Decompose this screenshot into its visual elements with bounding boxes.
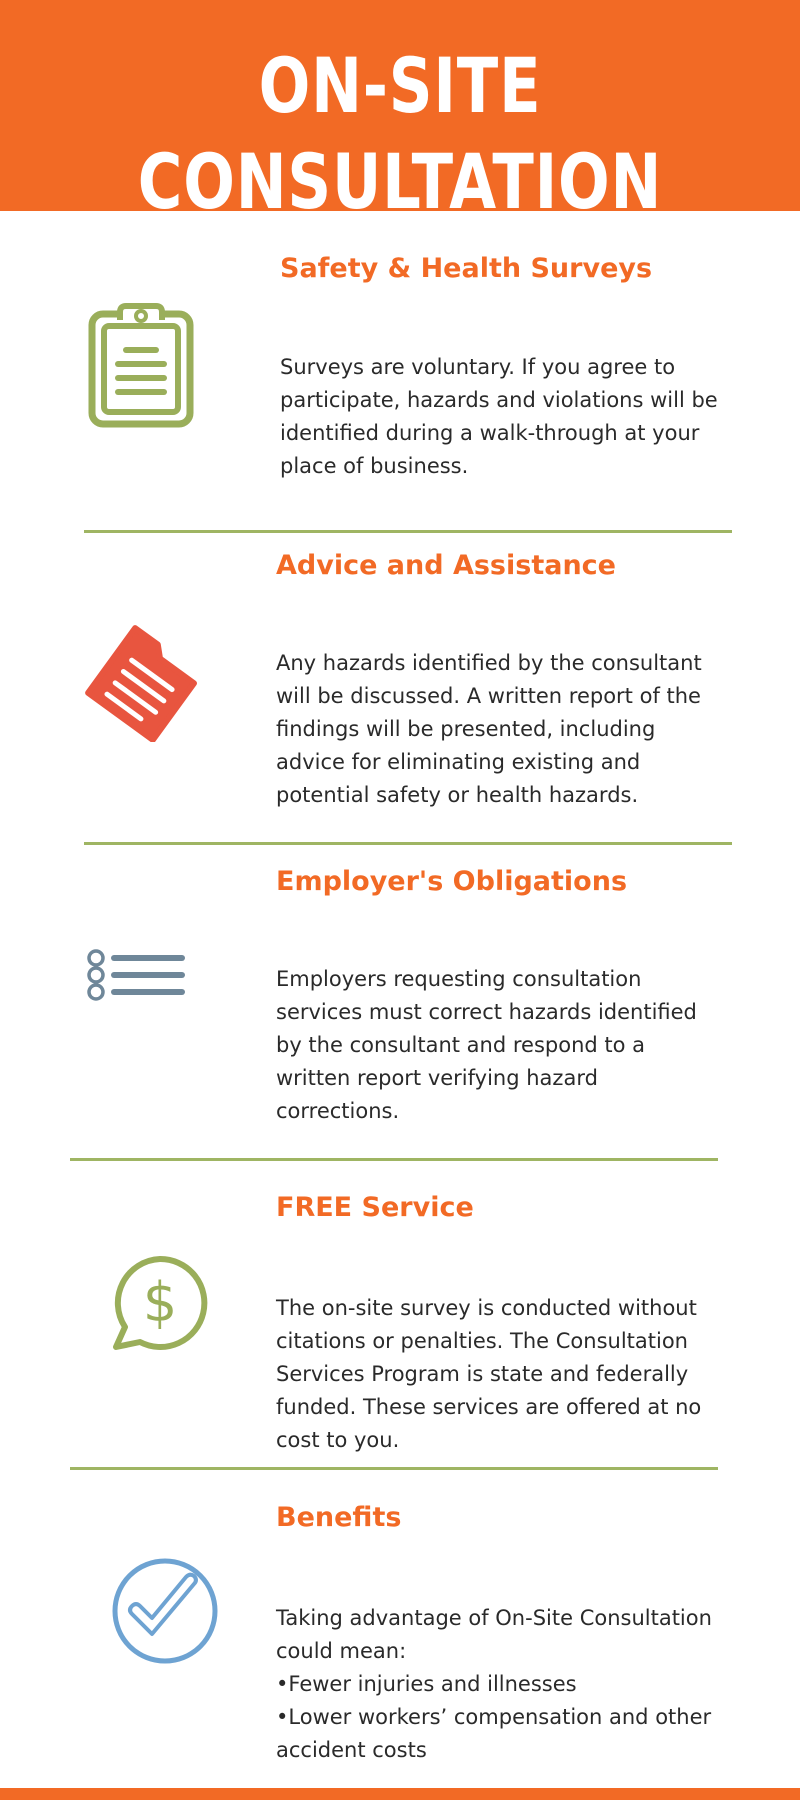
clipboard-icon [86, 300, 196, 430]
section-title-obligations: Employer's Obligations [276, 866, 628, 897]
section-title-surveys: Safety & Health Surveys [280, 253, 653, 284]
section-body-advice: Any hazards identified by the consultant will be discussed. A written report of the findings will be presented, including advice for eliminating existing and potential safety or health hazards. [276, 651, 702, 807]
section-divider [70, 1158, 718, 1161]
checkmark-circle-icon [110, 1556, 220, 1666]
section-divider [84, 842, 732, 845]
section-title-advice: Advice and Assistance [276, 550, 616, 581]
benefit-item: •Lower workers’ compensation and other accident costs [276, 1705, 712, 1762]
section-title-benefits: Benefits [276, 1502, 402, 1533]
benefits-intro: Taking advantage of On-Site Consultation could mean: [276, 1606, 712, 1663]
section-divider [70, 1467, 718, 1470]
dollar-speech-bubble-icon [110, 1253, 210, 1353]
section-body-surveys: Surveys are voluntary. If you agree to participate, hazards and violations will be identified during a walk-through at your place of business. [280, 355, 718, 478]
section-body-benefits [276, 1602, 726, 1767]
section-title-free-service: FREE Service [276, 1192, 474, 1223]
benefit-item: •Fewer injuries and illnesses [276, 1672, 577, 1696]
svg-text:$: $ [142, 1271, 178, 1334]
footer-bar [0, 1788, 800, 1800]
header-banner [0, 0, 800, 226]
section-body-obligations: Employers requesting consultation services must correct hazards identified by the consultant and respond to a written report verifying hazard corrections. [276, 967, 697, 1123]
document-icon [82, 622, 212, 742]
section-body-free-service: The on-site survey is conducted without citations or penalties. The Consultation Services Program is state and federally funded. These services are offered at no cost to you. [276, 1296, 702, 1452]
page-title: ON-SITE CONSULTATION [137, 41, 663, 226]
checklist-icon [86, 948, 186, 1002]
section-divider [84, 530, 732, 533]
